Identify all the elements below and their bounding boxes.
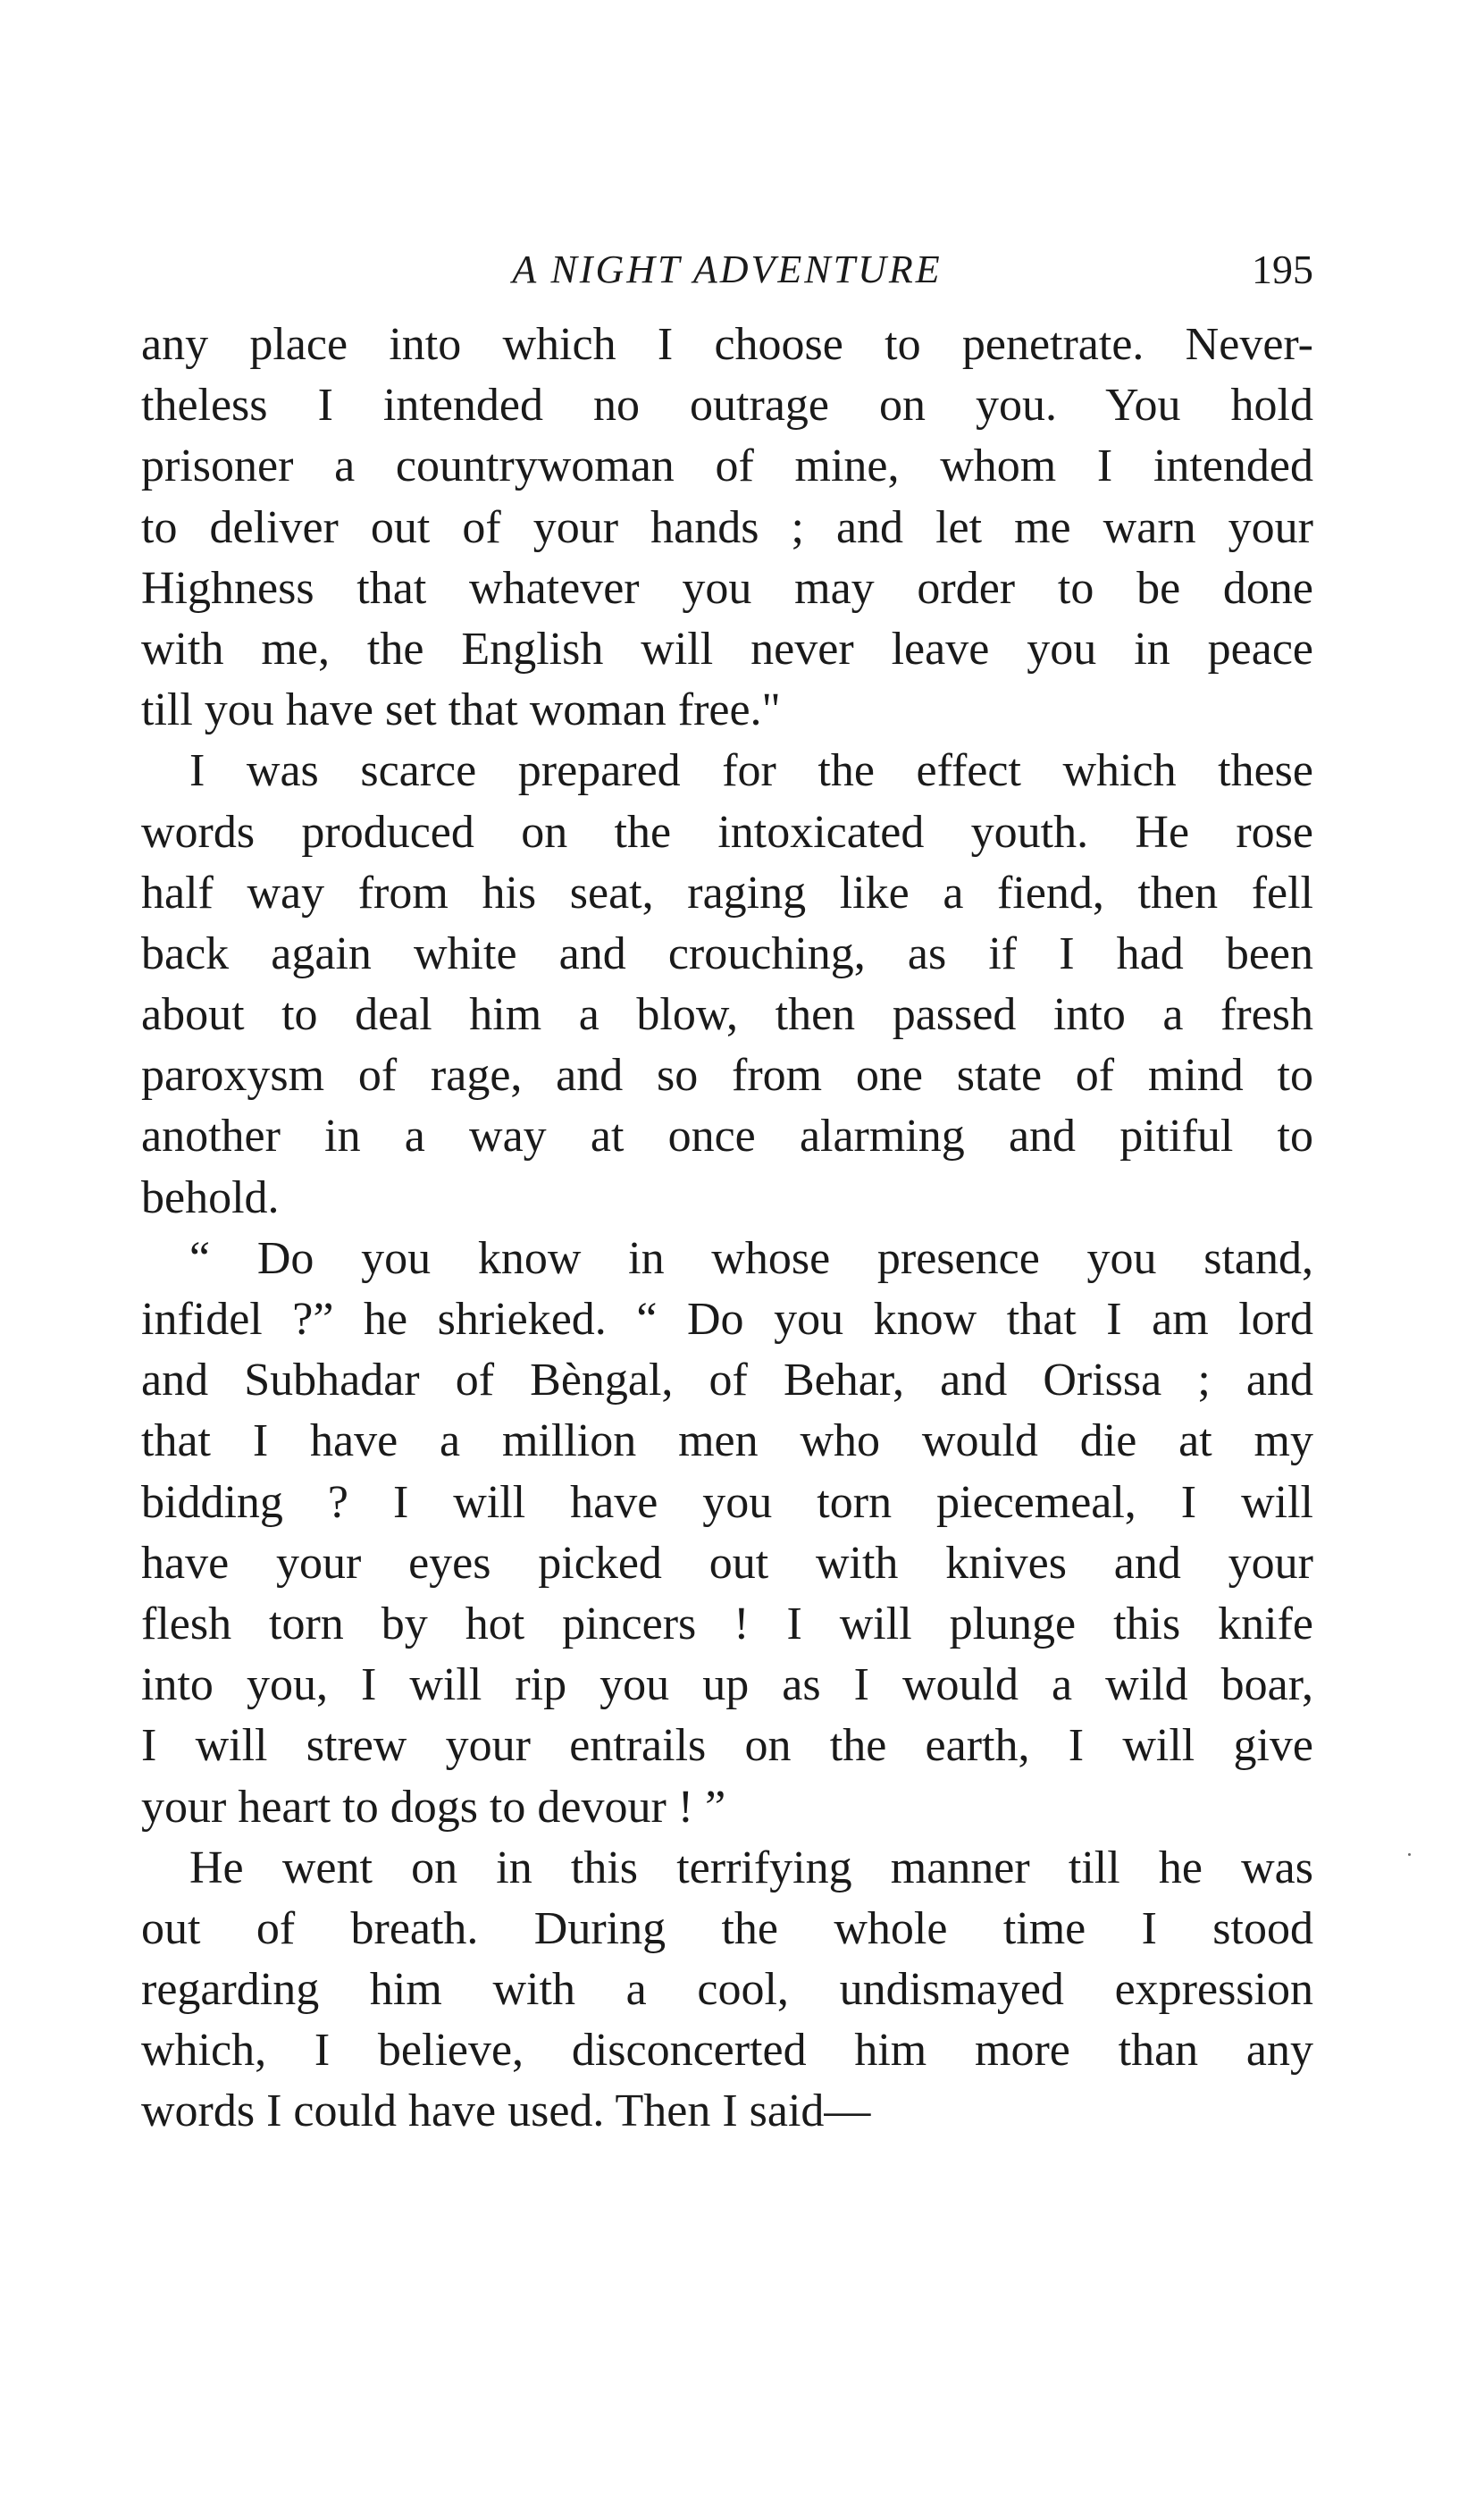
- text-line: which, I believe, disconcerted him more than any: [141, 2025, 1313, 2077]
- paragraph-2: [141, 741, 1313, 1229]
- text-line: with me, the English will never leave you in peace: [141, 623, 1313, 675]
- text-line: flesh torn by hot pincers ! I will plunge this knife: [141, 1598, 1313, 1649]
- text-line: your heart to dogs to devour ! ”: [141, 1781, 726, 1833]
- text-line: regarding him with a cool, undismayed expression: [141, 1964, 1313, 2016]
- text-line: I was scarce prepared for the effect which these: [189, 745, 1313, 797]
- running-head: [141, 243, 1313, 297]
- text-line: words I could have used. Then I said—: [141, 2086, 871, 2137]
- text-line: prisoner a countrywoman of mine, whom I intended: [141, 441, 1313, 492]
- text-line: He went on in this terrifying manner till he was: [189, 1842, 1313, 1893]
- text-line: any place into which I choose to penetrate. Never-: [141, 319, 1313, 370]
- paragraph-3: [141, 1229, 1313, 1838]
- text-line: into you, I will rip you up as I would a wild boar,: [141, 1659, 1313, 1711]
- text-line: to deliver out of your hands ; and let me warn your: [141, 501, 1313, 553]
- text-line: theless I intended no outrage on you. You hold: [141, 380, 1313, 432]
- text-line: another in a way at once alarming and pitiful to: [141, 1111, 1313, 1162]
- paragraph-1: [141, 315, 1313, 741]
- text-line: out of breath. During the whole time I stood: [141, 1902, 1313, 1954]
- text-line: that I have a million men who would die at my: [141, 1415, 1313, 1467]
- text-line: paroxysm of rage, and so from one state of mind to: [141, 1050, 1313, 1102]
- body-text: [141, 315, 1313, 2143]
- text-line: bidding ? I will have you torn piecemeal, I will: [141, 1476, 1313, 1528]
- text-line: back again white and crouching, as if I had been: [141, 927, 1313, 979]
- text-line: behold.: [141, 1171, 280, 1223]
- text-line: “ Do you know in whose presence you stand,: [189, 1232, 1313, 1284]
- text-line: I will strew your entrails on the earth, I will give: [141, 1720, 1313, 1772]
- text-line: half way from his seat, raging like a fiend, then fell: [141, 867, 1313, 919]
- paper-speck: [1408, 1853, 1411, 1856]
- page-number: 195: [1252, 247, 1313, 292]
- text-line: Highness that whatever you may order to be done: [141, 562, 1313, 614]
- text-line: words produced on the intoxicated youth. He rose: [141, 806, 1313, 858]
- text-line: till you have set that woman free.": [141, 684, 781, 736]
- text-line: and Subhadar of Bèngal, of Behar, and Orissa ; and: [141, 1355, 1313, 1406]
- text-line: infidel ?” he shrieked. “ Do you know that I am lord: [141, 1294, 1313, 1345]
- running-title: A NIGHT ADVENTURE: [512, 248, 943, 291]
- text-line: have your eyes picked out with knives and your: [141, 1537, 1313, 1589]
- text-line: about to deal him a blow, then passed into a fresh: [141, 989, 1313, 1041]
- paragraph-4: [141, 1838, 1313, 2143]
